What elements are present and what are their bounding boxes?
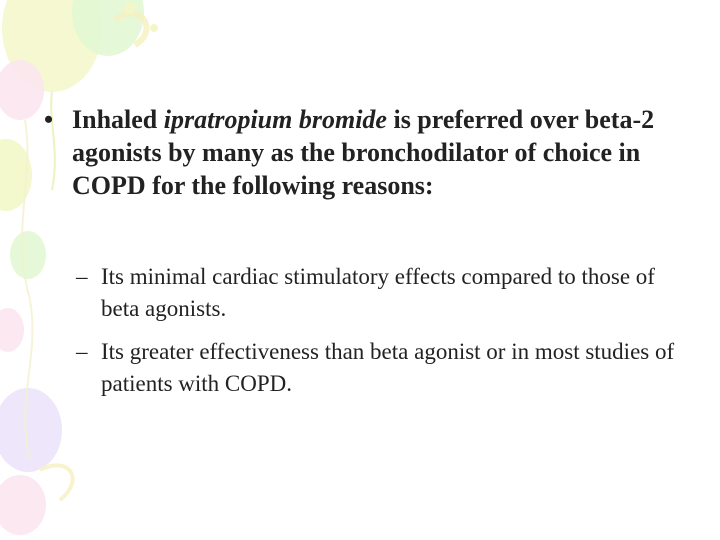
sub-bullet-text: Its greater effectiveness than beta agonist or in most studies of patients with COPD. [101, 339, 675, 396]
sub-bullet-mark: – [76, 264, 88, 289]
sub-bullet-text: Its minimal cardiac stimulatory effects compared to those of beta agonists. [101, 264, 655, 321]
main-bullet-lead: Inhaled [72, 105, 164, 134]
sub-bullet-mark: – [76, 339, 88, 364]
main-bullet-rest: is preferred over beta-2 agonists by many as the bronchodilator of choice in COPD for the following reasons: [72, 105, 655, 200]
drug-name: ipratropium bromide [163, 105, 387, 134]
main-bullet-text [72, 103, 672, 202]
bullet-mark: • [44, 105, 54, 134]
